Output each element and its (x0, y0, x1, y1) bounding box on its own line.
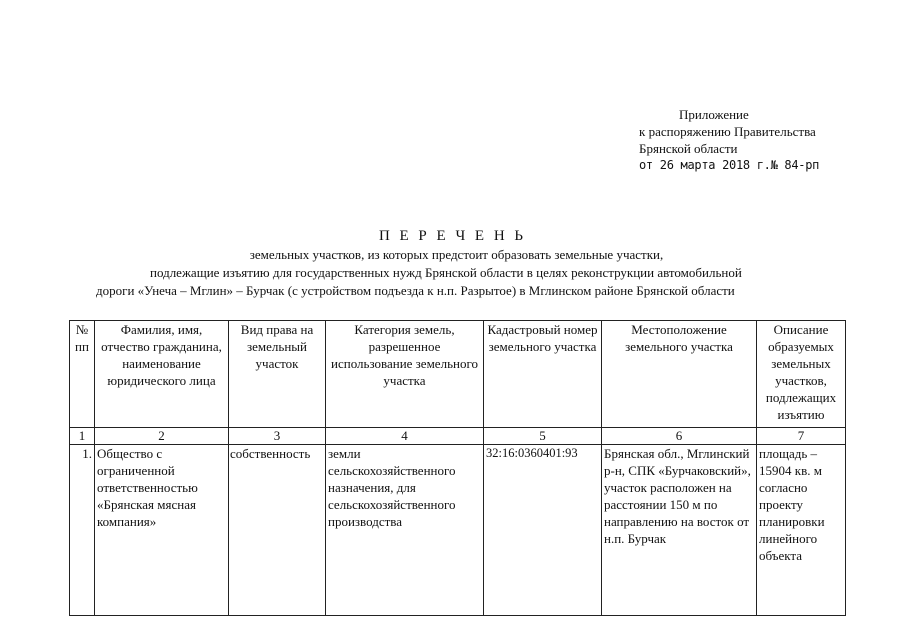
appendix-title: Приложение (679, 107, 749, 122)
row-cadastral-number: 32:16:0360401:93 (484, 445, 602, 616)
header-category: Категория земель, разрешенное использование земельного участка (326, 321, 484, 428)
column-number: 2 (95, 428, 229, 445)
column-number: 6 (602, 428, 757, 445)
header-owner: Фамилия, имя, отчество гражданина, наименование юридического лица (95, 321, 229, 428)
appendix-block (639, 106, 819, 174)
row-description: площадь – 15904 кв. м согласно проекту планировки линейного объекта (757, 445, 846, 616)
row-category: земли сельскохозяйственного назначения, для сельскохозяйственного производства (326, 445, 484, 616)
header-number: № пп (70, 321, 95, 428)
column-number: 3 (229, 428, 326, 445)
row-number: 1. (70, 445, 95, 616)
header-location: Местоположение земельного участка (602, 321, 757, 428)
appendix-date: от 26 марта 2018 г.№ 84-рп (639, 158, 820, 172)
header-cadastral: Кадастровый номер земельного участка (484, 321, 602, 428)
land-plots-table (69, 320, 846, 616)
appendix-order: к распоряжению Правительства (639, 124, 816, 139)
row-owner: Общество с ограниченной ответственностью «Брянская мясная компания» (95, 445, 229, 616)
table-row (70, 445, 846, 616)
document-subtitle-line-3: дороги «Унеча – Мглин» – Бурчак (с устройством подъезда к н.п. Разрытое) в Мглинском районе Брянской области (96, 283, 735, 298)
table-column-numbers-row (70, 428, 846, 445)
header-description: Описание образуемых земельных участков, подлежащих изъятию (757, 321, 846, 428)
column-number: 1 (70, 428, 95, 445)
column-number: 5 (484, 428, 602, 445)
row-right: собственность (229, 445, 326, 616)
header-right: Вид права на земельный участок (229, 321, 326, 428)
document-title: П Е Р Е Ч Е Н Ь (378, 228, 527, 244)
document-subtitle-line-1: земельных участков, из которых предстоит образовать земельные участки, (249, 247, 664, 262)
appendix-region: Брянской области (639, 141, 738, 156)
column-number: 7 (757, 428, 846, 445)
row-location: Брянская обл., Мглинский р-н, СПК «Бурчаковский», участок расположен на расстоянии 150 м по направлению на восток от н.п. Бурчак (602, 445, 757, 616)
column-number: 4 (326, 428, 484, 445)
document-subtitle-line-2: подлежащие изъятию для государственных нужд Брянской области в целях реконструкции автомобильной (150, 265, 742, 280)
table-header-row (70, 321, 846, 428)
